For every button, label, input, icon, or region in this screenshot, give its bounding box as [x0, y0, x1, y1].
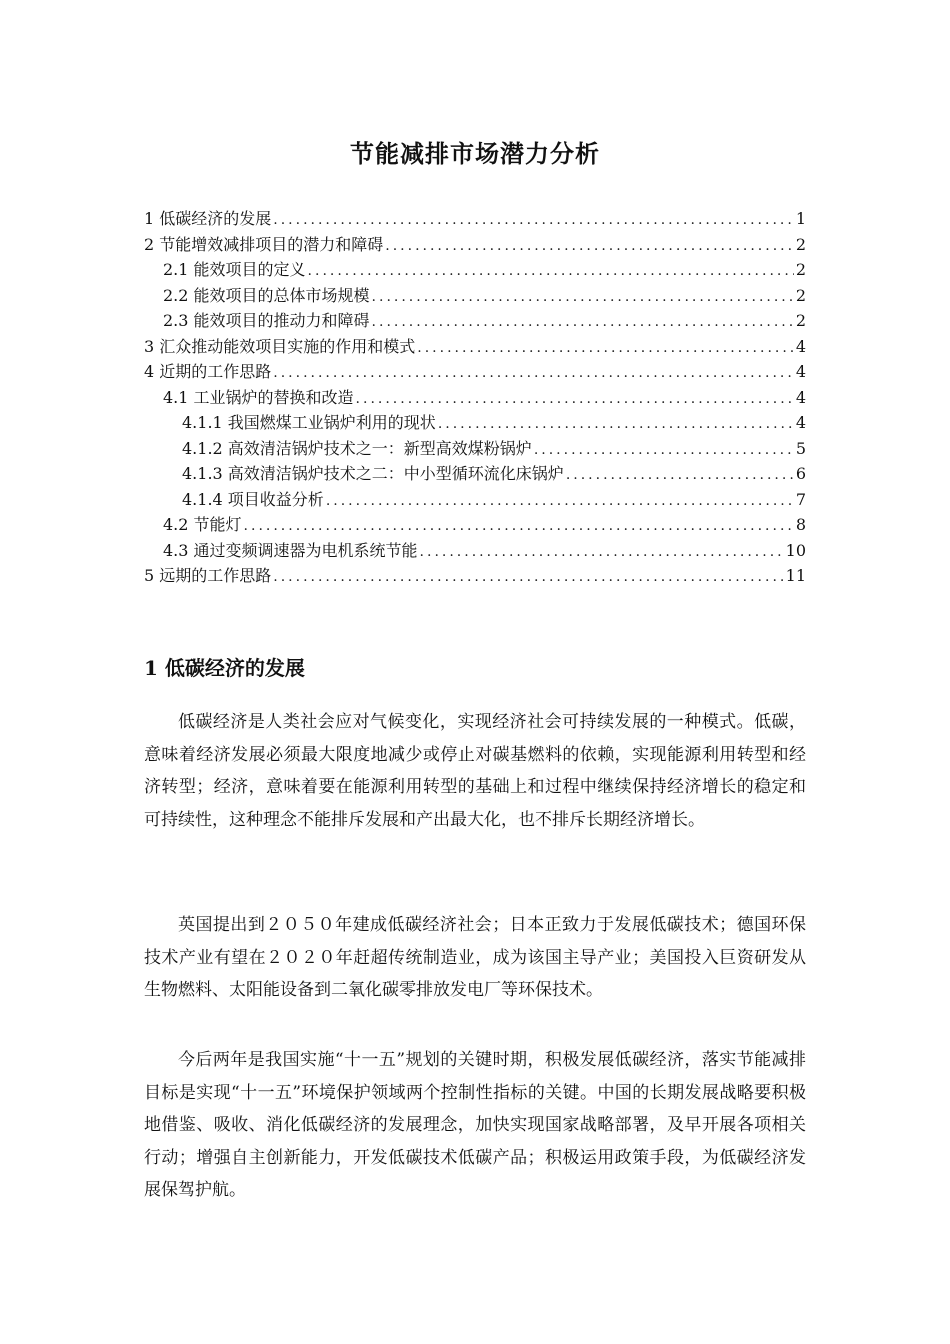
toc-page-number: 5: [795, 438, 806, 458]
section-heading: 1 低碳经济的发展: [144, 656, 305, 680]
toc-entry[interactable]: [144, 410, 806, 436]
toc-entry-text: 4 近期的工作思路: [144, 362, 272, 381]
toc-page-number: 11: [785, 566, 806, 585]
toc-entry-text: 4.2 节能灯: [163, 515, 242, 534]
toc-entry[interactable]: [144, 461, 806, 487]
toc-leader-dots: [420, 544, 784, 560]
toc-entry-text: 4.1.1 我国燃煤工业锅炉利用的现状: [182, 413, 436, 432]
toc-leader-dots: [273, 212, 794, 228]
document-title: 节能减排市场潜力分析: [350, 139, 600, 168]
toc-entry-text: 4.1 工业锅炉的替换和改造: [163, 387, 354, 407]
toc-entry-text: 2 节能增效减排项目的潜力和障碍: [144, 234, 384, 254]
toc-entry[interactable]: [144, 283, 806, 309]
toc-entry-text: 2.1 能效项目的定义: [163, 260, 306, 279]
toc-page-number: 8: [795, 515, 806, 534]
toc-page-number: 2: [795, 311, 806, 330]
toc-page-number: 6: [795, 464, 806, 483]
toc-entry[interactable]: [144, 487, 806, 513]
toc-entry-text: 2.3 能效项目的推动力和障碍: [163, 311, 370, 330]
toc-leader-dots: [308, 263, 794, 279]
toc-leader-dots: [417, 340, 794, 356]
toc-entry-text: 1 低碳经济的发展: [144, 209, 272, 228]
toc-leader-dots: [326, 493, 794, 509]
toc-leader-dots: [372, 289, 794, 305]
toc-entry[interactable]: [144, 257, 806, 283]
toc-leader-dots: [273, 365, 794, 381]
toc-page-number: 4: [795, 336, 806, 356]
toc-entry[interactable]: [144, 538, 806, 564]
body-paragraph: 今后两年是我国实施“十一五”规划的关键时期，积极发展低碳经济，落实节能减排目标是实现“十一五”环境保护领域两个控制性指标的关键。中国的长期发展战略要积极地借鉴、吸收、消化低碳经济的发展理念，加快实现国家战略部署，及早开展各项相关行动；增强自主创新能力，开发低碳技术低碳产品；积极运用政策手段，为低碳经济发展保驾护航。: [144, 1050, 806, 1200]
toc-page-number: 7: [795, 489, 806, 509]
toc-entry[interactable]: [144, 308, 806, 334]
toc-leader-dots: [356, 391, 794, 407]
toc-entry[interactable]: [144, 206, 806, 232]
toc-page-number: 2: [795, 234, 806, 254]
toc-entry[interactable]: [144, 232, 806, 258]
toc-leader-dots: [244, 518, 794, 534]
toc-entry[interactable]: [144, 334, 806, 360]
toc-leader-dots: [438, 416, 794, 432]
toc-page-number: 10: [785, 540, 806, 560]
body-paragraph: 英国提出到２０５０年建成低碳经济社会；日本正致力于发展低碳技术；德国环保技术产业有望在２０２０年赶超传统制造业，成为该国主导产业；美国投入巨资研发从生物燃料、太阳能设备到二氧化碳零排放发电厂等环保技术。: [144, 915, 806, 1000]
table-of-contents: [144, 206, 806, 589]
toc-page-number: 4: [795, 362, 806, 381]
toc-entry-text: 3 汇众推动能效项目实施的作用和模式: [144, 336, 416, 356]
toc-leader-dots: [273, 569, 783, 585]
toc-entry[interactable]: [144, 436, 806, 462]
toc-entry[interactable]: [144, 359, 806, 385]
toc-page-number: 4: [795, 387, 806, 407]
toc-entry-text: 4.3 通过变频调速器为电机系统节能: [163, 540, 418, 560]
toc-leader-dots: [566, 467, 794, 483]
toc-entry-text: 4.1.4 项目收益分析: [182, 489, 324, 509]
toc-leader-dots: [534, 442, 794, 458]
toc-leader-dots: [385, 238, 794, 254]
toc-entry[interactable]: [144, 512, 806, 538]
body-paragraph: 低碳经济是人类社会应对气候变化，实现经济社会可持续发展的一种模式。低碳，意味着经济发展必须最大限度地减少或停止对碳基燃料的依赖，实现能源利用转型和经济转型；经济，意味着要在能源利用转型的基础上和过程中继续保持经济增长的稳定和可持续性，这种理念不能排斥发展和产出最大化，也不排斥长期经济增长。: [144, 712, 806, 830]
toc-entry[interactable]: [144, 563, 806, 589]
toc-entry[interactable]: [144, 385, 806, 411]
toc-entry-text: 5 远期的工作思路: [144, 566, 272, 585]
toc-entry-text: 4.1.3 高效清洁锅炉技术之二：中小型循环流化床锅炉: [182, 464, 564, 483]
toc-page-number: 4: [795, 413, 806, 432]
toc-entry-text: 4.1.2 高效清洁锅炉技术之一：新型高效煤粉锅炉: [182, 438, 532, 458]
toc-page-number: 2: [795, 260, 806, 279]
toc-page-number: 1: [795, 209, 806, 228]
toc-leader-dots: [372, 314, 794, 330]
toc-page-number: 2: [795, 285, 806, 305]
toc-entry-text: 2.2 能效项目的总体市场规模: [163, 285, 370, 305]
